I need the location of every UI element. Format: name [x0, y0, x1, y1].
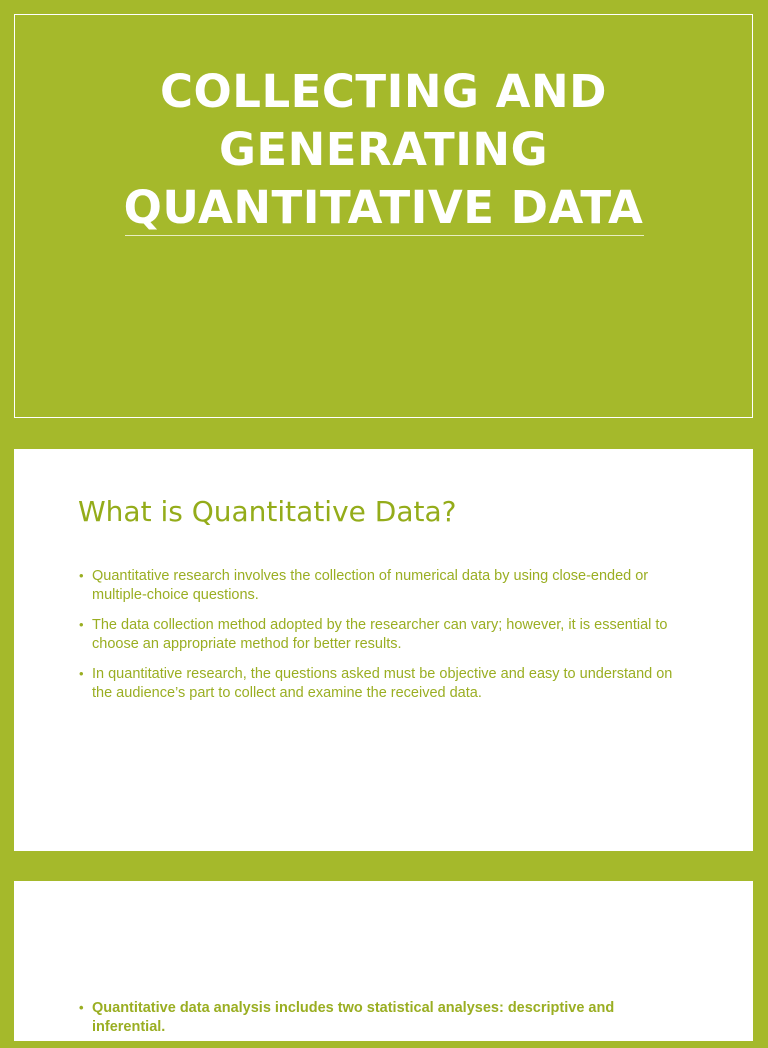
bullet-text: In quantitative research, the questions asked must be objective and easy to understand on the audience’s part to collect and examine the received data. [92, 666, 673, 701]
slide-title [15, 63, 752, 237]
bullet-item [78, 567, 678, 605]
bullet-item [78, 616, 678, 654]
bullet-dot-icon: • [79, 617, 84, 632]
title-line-3: QUANTITATIVE DATA [123, 181, 644, 234]
title-line-2: GENERATING [218, 123, 549, 176]
bullet-dot-icon: • [79, 1000, 84, 1015]
slide-heading: What is Quantitative Data? [78, 495, 457, 528]
bullet-dot-icon: • [79, 666, 84, 681]
title-slide [14, 14, 753, 418]
title-line-1: COLLECTING AND [160, 65, 607, 118]
bullet-dot-icon: • [79, 568, 84, 583]
content-slide-quantitative-data [14, 449, 753, 851]
bullet-item [78, 999, 688, 1037]
bullet-text: Quantitative research involves the collection of numerical data by using close-ended or multiple-choice questions. [92, 568, 649, 603]
bullet-list [78, 567, 678, 714]
bullet-item [78, 665, 678, 703]
title-underline [125, 235, 644, 236]
bullet-text: Quantitative data analysis includes two statistical analyses: descriptive and inferential. [92, 1000, 615, 1035]
content-slide-analysis [14, 881, 753, 1041]
bullet-text: The data collection method adopted by the researcher can vary; however, it is essential to choose an appropriate method for better results. [92, 617, 668, 652]
